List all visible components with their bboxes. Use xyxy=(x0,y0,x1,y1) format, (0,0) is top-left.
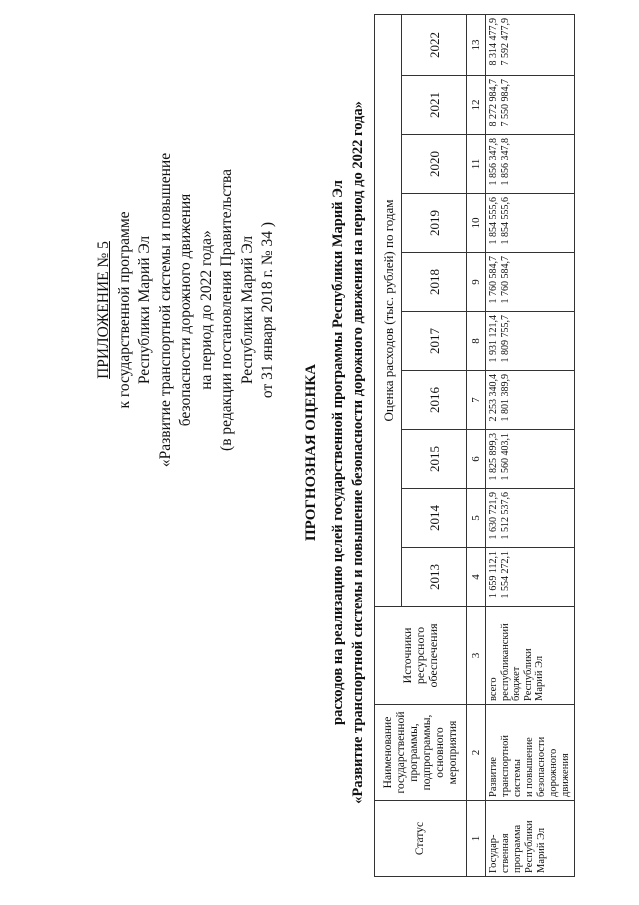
program-name-text: дорожного xyxy=(548,748,559,797)
program-name-text: движения xyxy=(560,753,571,797)
amount-cell xyxy=(486,253,575,312)
column-number: 12 xyxy=(467,76,486,135)
column-number: 9 xyxy=(467,253,486,312)
header-status: Статус xyxy=(375,801,467,877)
column-number: 13 xyxy=(467,14,486,75)
appendix-line: Республики Марий Эл xyxy=(136,235,153,385)
amount-budget: 1 809 755,7 xyxy=(500,315,511,363)
column-number: 8 xyxy=(467,312,486,371)
status-text: программа xyxy=(512,824,523,873)
amount-cell xyxy=(486,548,575,607)
amount-total: 8 314 477,9 xyxy=(488,17,499,66)
amount-budget: 7 550 984,7 xyxy=(500,79,511,127)
appendix-line: на период до 2022 года» xyxy=(197,230,215,390)
header-sources: Источники ресурсного обеспечения xyxy=(375,607,467,705)
header-estimate: Оценка расходов (тыс. рублей) по годам xyxy=(375,14,402,606)
header-year: 2020 xyxy=(402,135,467,194)
source-text: Республики xyxy=(522,648,534,701)
amount-total: 2 253 340,4 xyxy=(488,374,499,422)
amount-cell xyxy=(486,489,575,548)
status-text: Республики xyxy=(524,820,535,873)
header-year: 2013 xyxy=(402,548,467,607)
amount-budget: 1 560 403,1 xyxy=(500,433,511,481)
header-year: 2018 xyxy=(402,253,467,312)
amount-total: 8 272 984,7 xyxy=(488,79,499,127)
column-number: 11 xyxy=(467,135,486,194)
column-number: 2 xyxy=(467,705,486,801)
amount-budget: 1 760 584,7 xyxy=(500,256,511,304)
amount-cell xyxy=(486,430,575,489)
amount-cell xyxy=(486,76,575,135)
amount-cell xyxy=(486,135,575,194)
column-number: 1 xyxy=(467,801,486,877)
amount-cell xyxy=(486,312,575,371)
forecast-table xyxy=(374,14,575,877)
header-year: 2016 xyxy=(402,371,467,430)
appendix-line: от 31 января 2018 г. № 34 ) xyxy=(259,221,276,399)
column-number: 10 xyxy=(467,194,486,253)
appendix-line: «Развитие транспортной системы и повышение xyxy=(156,152,174,468)
amount-budget: 1 554 272,1 xyxy=(500,551,511,599)
header-year: 2022 xyxy=(402,14,467,75)
table-row xyxy=(486,14,575,876)
amount-budget: 1 512 537,6 xyxy=(500,492,511,540)
amount-cell xyxy=(486,194,575,253)
program-name-text: и повышение xyxy=(524,737,535,797)
source-text: республиканский xyxy=(499,623,511,701)
amount-total: 1 931 121,4 xyxy=(488,315,499,363)
column-number-row xyxy=(467,14,486,876)
status-text: Марий Эл xyxy=(536,827,547,873)
amount-total: 1 630 721,9 xyxy=(488,492,499,540)
column-number: 5 xyxy=(467,489,486,548)
header-year: 2014 xyxy=(402,489,467,548)
document-subtitle-program: «Развитие транспортной системы и повышение безопасности дорожного движения на период до 2022 года» xyxy=(350,101,366,804)
program-name-text: Развитие xyxy=(488,756,499,797)
appendix-line: (в редакции постановления Правительства xyxy=(218,169,235,451)
status-text: Государ- xyxy=(488,834,499,873)
amount-total: 1 856 347,8 xyxy=(488,138,499,186)
header-name: Наименование государственной программы, подпрограммы, основного мероприятия xyxy=(375,705,467,801)
appendix-line: к государственной программе xyxy=(115,211,133,409)
amount-budget: 1 856 347,8 xyxy=(500,138,511,186)
column-number: 3 xyxy=(467,607,486,705)
header-year: 2021 xyxy=(402,76,467,135)
program-name-text: транспортной xyxy=(500,735,511,797)
appendix-line: Республики Марий Эл xyxy=(238,235,256,385)
amount-budget: 1 801 389,9 xyxy=(500,374,511,422)
document-title: ПРОГНОЗНАЯ ОЦЕНКА xyxy=(303,364,319,542)
source-text: бюджет xyxy=(511,666,522,701)
status-cell xyxy=(486,801,575,877)
header-year: 2019 xyxy=(402,194,467,253)
program-name-text: безопасности xyxy=(536,736,547,797)
program-name-text: системы xyxy=(512,759,523,797)
amount-total: 1 825 899,3 xyxy=(488,433,499,481)
column-number: 7 xyxy=(467,371,486,430)
amount-total: 1 854 555,6 xyxy=(488,197,499,245)
status-text: ственная xyxy=(500,833,511,873)
appendix-line: безопасности дорожного движения xyxy=(177,193,194,427)
sources-cell xyxy=(486,607,575,705)
appendix-title: ПРИЛОЖЕНИЕ № 5 xyxy=(95,241,112,379)
document-subtitle: расходов на реализацию целей государственной программы Республики Марий Эл xyxy=(330,180,346,725)
amount-cell xyxy=(486,14,575,75)
program-name-cell xyxy=(486,705,575,801)
column-number: 6 xyxy=(467,430,486,489)
amount-total: 1 659 112,1 xyxy=(488,551,499,599)
amount-cell xyxy=(486,371,575,430)
column-number: 4 xyxy=(467,548,486,607)
amount-budget: 7 592 477,9 xyxy=(500,17,511,66)
header-year: 2015 xyxy=(402,430,467,489)
appendix-block xyxy=(94,130,279,490)
source-text: Марий Эл xyxy=(534,655,545,701)
header-year: 2017 xyxy=(402,312,467,371)
amount-budget: 1 854 555,6 xyxy=(500,197,511,245)
source-text: всего xyxy=(488,677,499,701)
amount-total: 1 760 584,7 xyxy=(488,256,499,304)
